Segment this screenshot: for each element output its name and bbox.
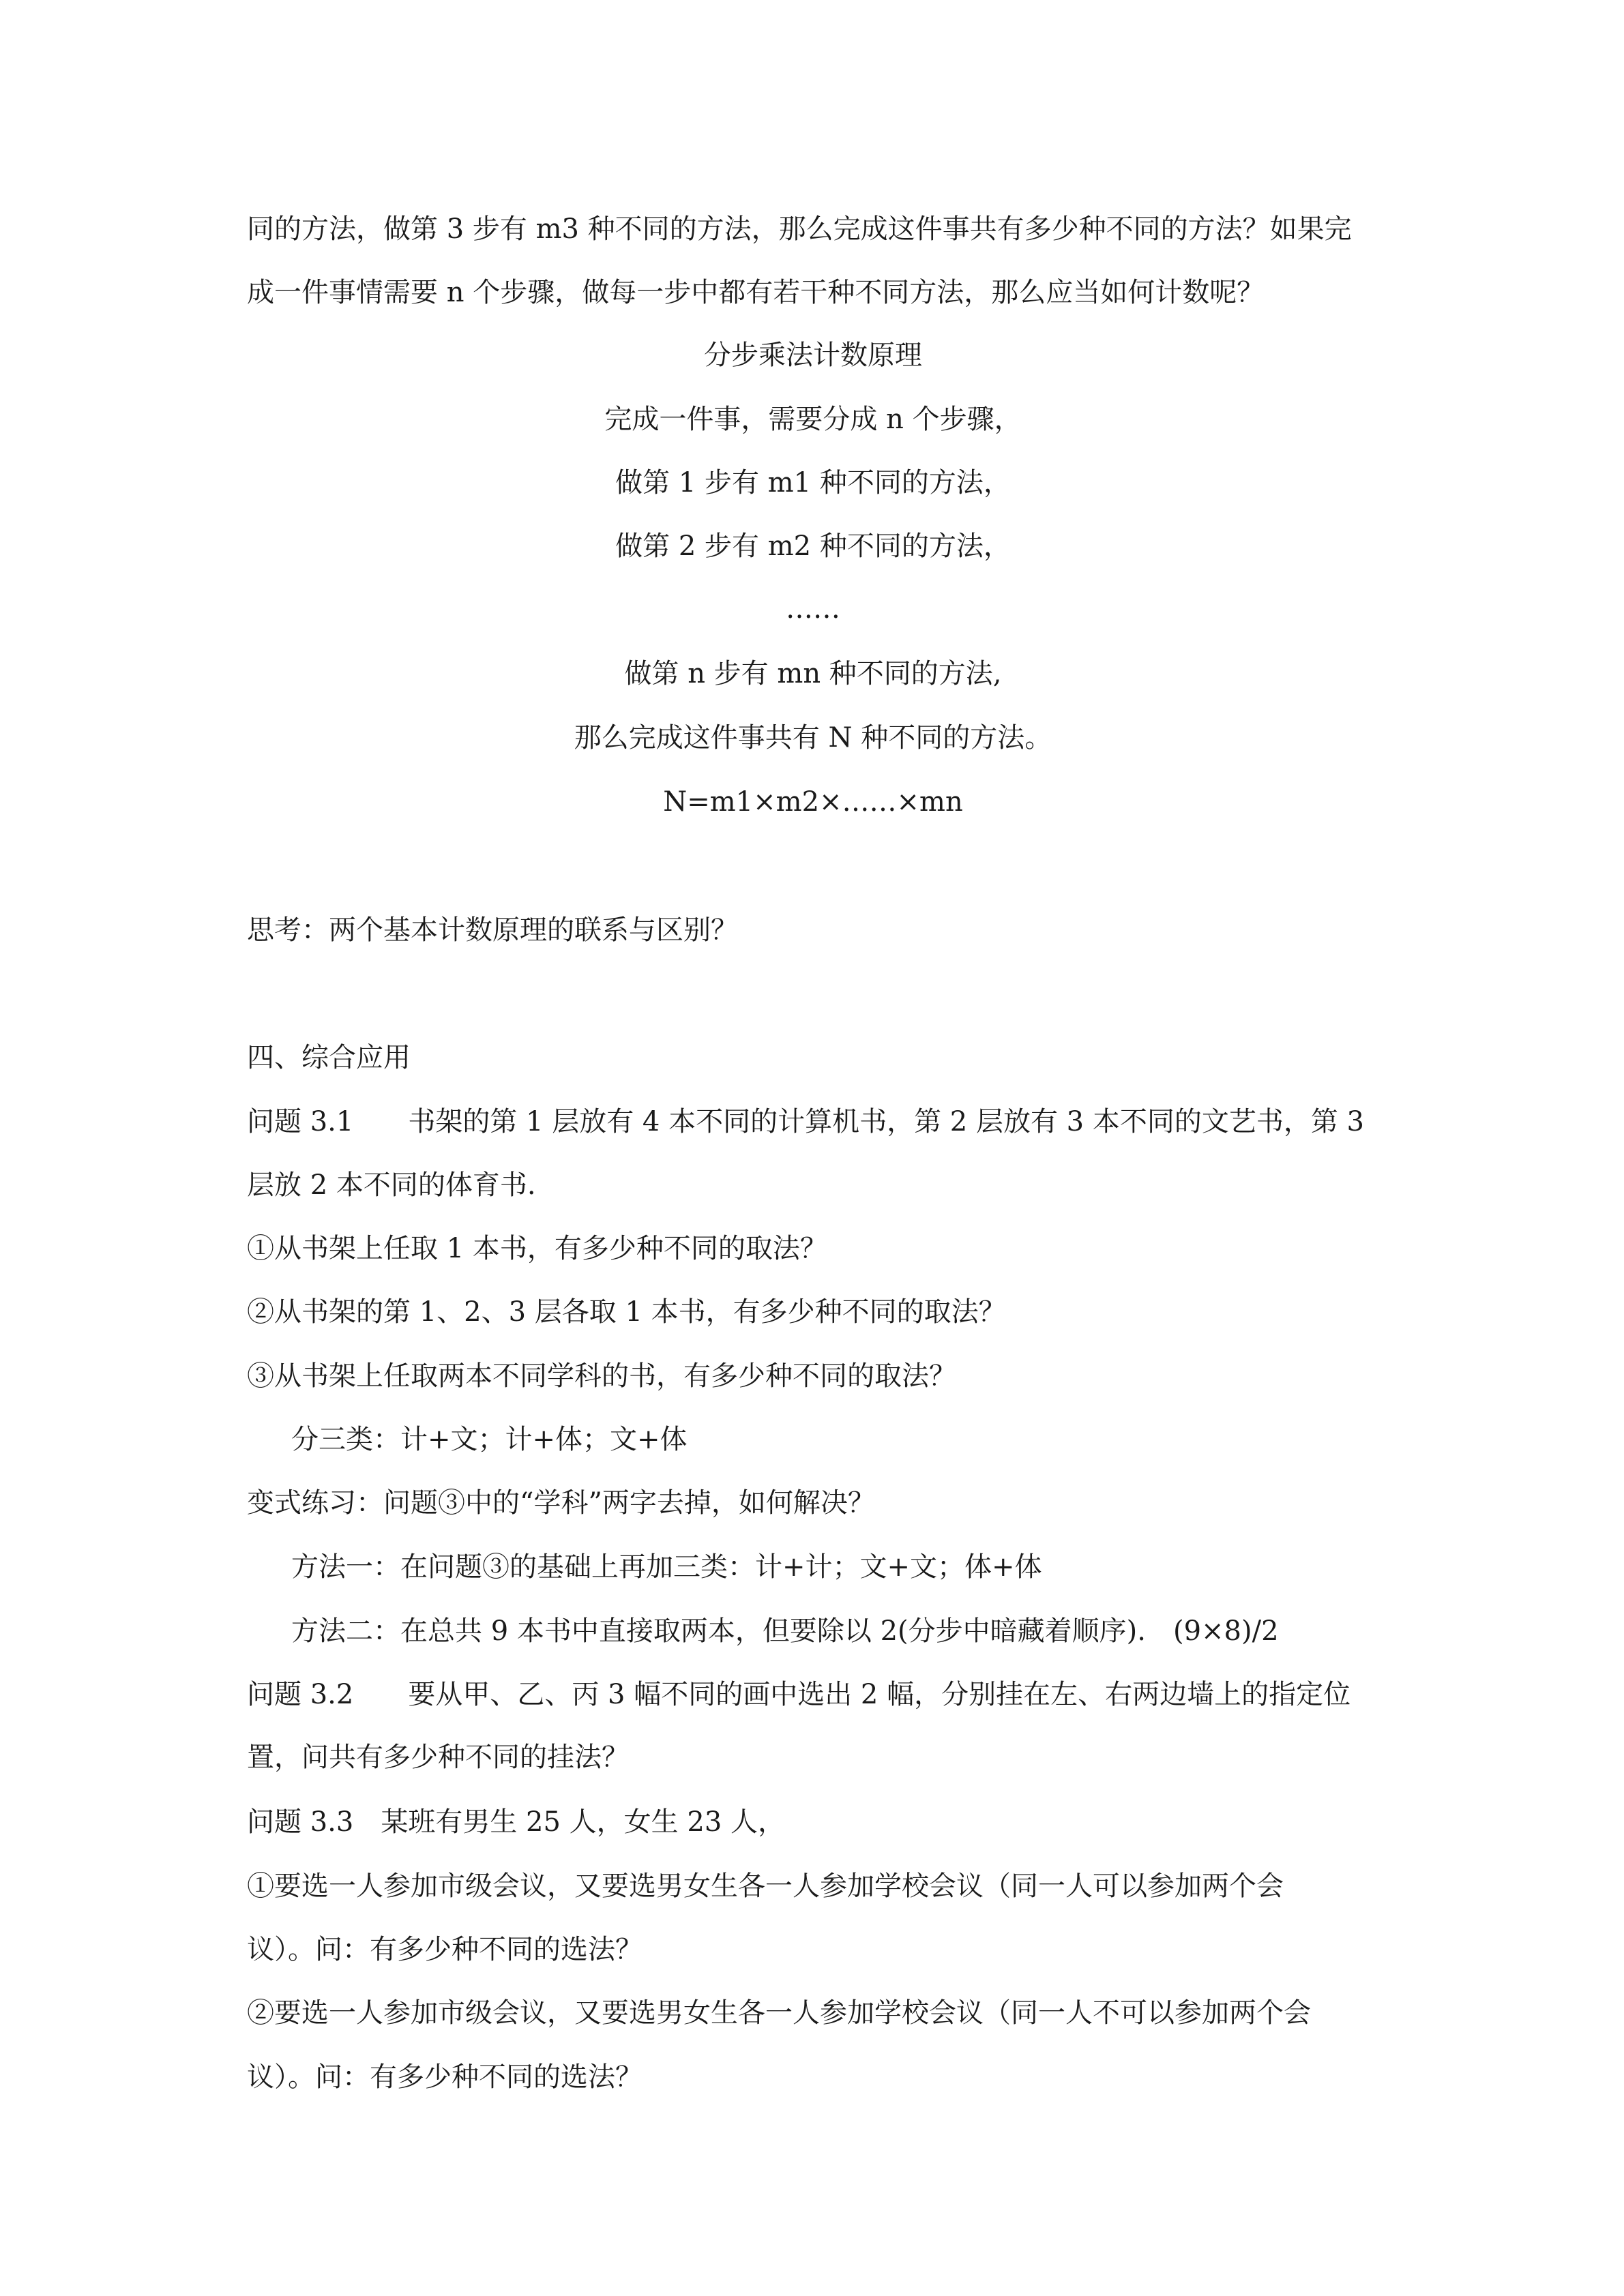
intro-line-1: 同的方法，做第 3 步有 m3 种不同的方法，那么完成这件事共有多少种不同的方法？如果完: [247, 213, 1352, 245]
problem-3-1-item-2: ②从书架的第 1、2、3 层各取 1 本书，有多少种不同的取法？: [247, 1296, 1006, 1328]
principle-line-5: 那么完成这件事共有 N 种不同的方法。: [574, 722, 1052, 754]
principle-title: 分步乘法计数原理: [704, 340, 922, 371]
problem-3-3-item-1-line-1: ①要选一人参加市级会议，又要选男女生各一人参加学校会议（同一人可以参加两个会: [247, 1870, 1284, 1902]
problem-3-3-item-2-line-1: ②要选一人参加市级会议，又要选男女生各一人参加学校会议（同一人不可以参加两个会: [247, 1997, 1311, 2029]
intro-line-2: 成一件事情需要 n 个步骤，做每一步中都有若干种不同方法，那么应当如何计数呢？: [247, 277, 1265, 308]
problem-3-2-line-1: 问题 3.2 要从甲、乙、丙 3 幅不同的画中选出 2 幅，分别挂在左、右两边墙上的指定位: [247, 1679, 1351, 1710]
variant-method-2: 方法二：在总共 9 本书中直接取两本，但要除以 2(分步中暗藏着顺序). (9×8)/2: [291, 1615, 1279, 1647]
problem-3-3-title: 问题 3.3 某班有男生 25 人，女生 23 人，: [247, 1806, 785, 1838]
problem-3-2-line-2: 置，问共有多少种不同的挂法？: [247, 1742, 629, 1773]
problem-3-3-item-2-line-2: 议）。问：有多少种不同的选法？: [247, 2061, 643, 2093]
problem-3-3-item-1-line-2: 议）。问：有多少种不同的选法？: [247, 1934, 643, 1965]
problem-3-1-item-1: ①从书架上任取 1 本书，有多少种不同的取法？: [247, 1233, 827, 1264]
problem-3-1-line-1: 问题 3.1 书架的第 1 层放有 4 本不同的计算机书，第 2 层放有 3 本不同的文艺书，第 3: [247, 1106, 1365, 1137]
problem-3-1-item-3: ③从书架上任取两本不同学科的书，有多少种不同的取法？: [247, 1360, 956, 1392]
principle-line-4: 做第 n 步有 mn 种不同的方法,: [624, 658, 1002, 689]
section-heading: 四、综合应用: [247, 1042, 411, 1073]
principle-line-1: 完成一件事，需要分成 n 个步骤，: [604, 404, 1022, 435]
problem-3-1-note: 分三类：计+文；计+体；文+体: [291, 1424, 688, 1455]
variant-method-1: 方法一：在问题③的基础上再加三类：计+计；文+文；体+体: [291, 1551, 1042, 1583]
principle-line-3: 做第 2 步有 m2 种不同的方法，: [615, 531, 1011, 562]
variant-title: 变式练习：问题③中的“学科”两字去掉，如何解决？: [247, 1487, 875, 1519]
think-question: 思考：两个基本计数原理的联系与区别？: [247, 914, 738, 946]
principle-ellipsis: ……: [786, 593, 840, 625]
principle-line-2: 做第 1 步有 m1 种不同的方法，: [615, 467, 1011, 498]
problem-3-1-line-2: 层放 2 本不同的体育书.: [247, 1169, 536, 1201]
principle-formula: N=m1×m2×……×mn: [663, 786, 963, 818]
